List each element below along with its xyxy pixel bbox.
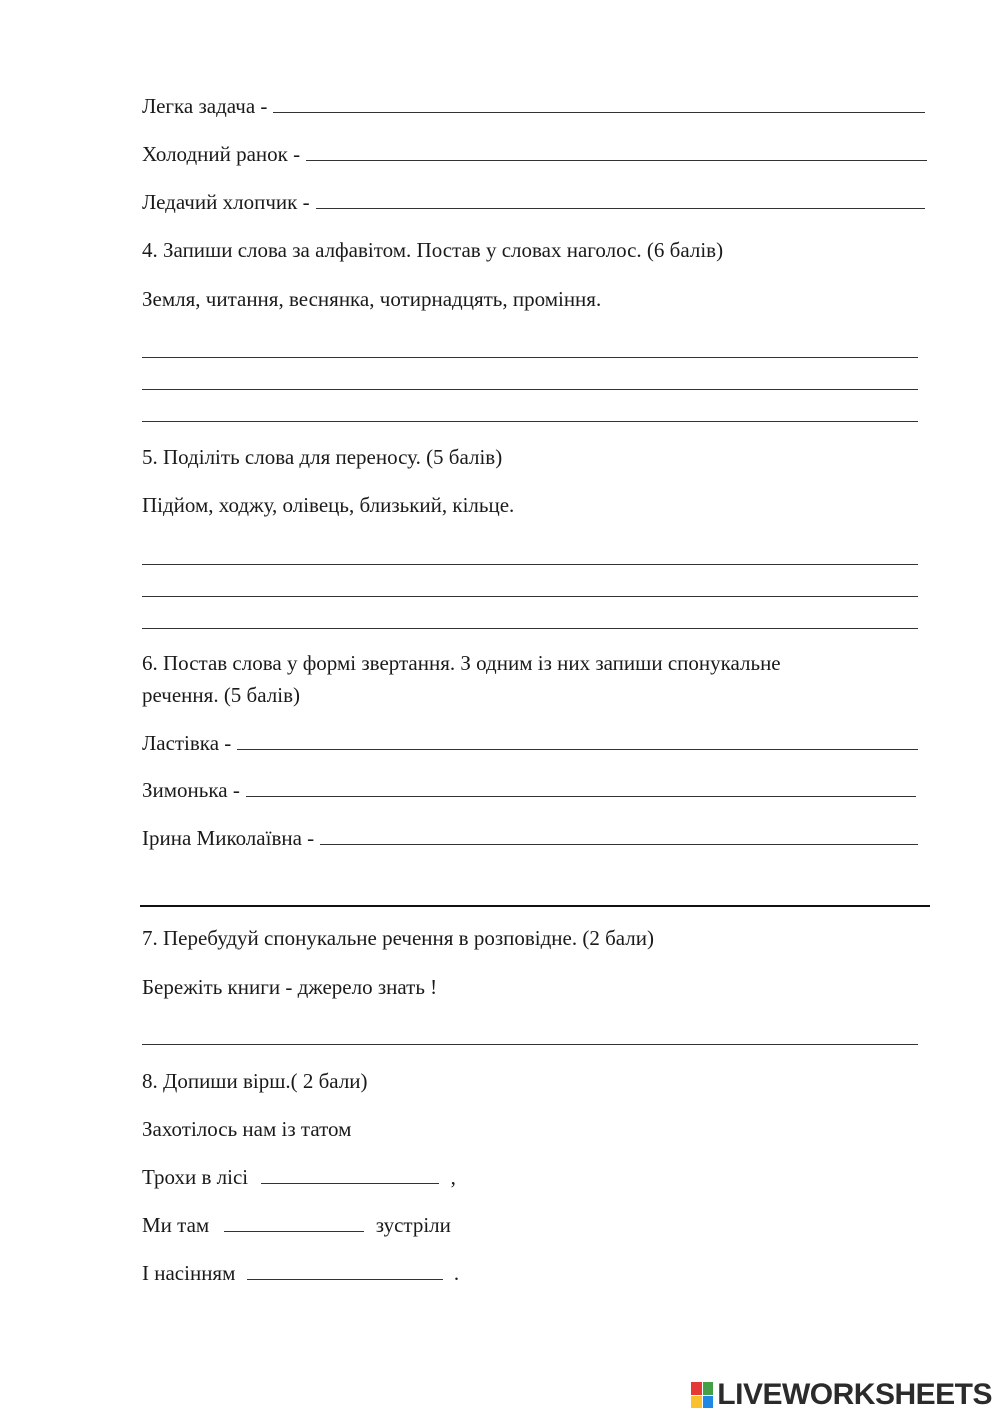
poem-line-2-text: Трохи в лісі xyxy=(142,1165,249,1189)
task4-words: Земля, читання, веснянка, чотирнадцять, проміння. xyxy=(142,287,602,311)
answer-blank[interactable] xyxy=(237,731,918,750)
poem-line-3-end: зустріли xyxy=(375,1213,451,1237)
answer-blank[interactable] xyxy=(320,826,918,845)
task6-title-line1: 6. Постав слова у формі звертання. З одним із них запиши спонукальне xyxy=(142,651,781,675)
answer-line[interactable] xyxy=(142,357,918,358)
task6-row-2 xyxy=(142,778,916,803)
poem-line-4-text: І насінням xyxy=(142,1261,236,1285)
task3-label-2: Холодний ранок - xyxy=(142,142,301,166)
logo-square-yellow xyxy=(691,1396,702,1409)
task7-title: 7. Перебудуй спонукальне речення в розповідне. (2 бали) xyxy=(142,926,654,950)
task3-row-1 xyxy=(142,94,925,119)
answer-blank[interactable] xyxy=(306,142,927,161)
poem-blank-3[interactable] xyxy=(247,1261,443,1280)
task3-row-3 xyxy=(142,190,925,215)
task6-title-line2: речення. (5 балів) xyxy=(142,683,300,707)
logo-square-green xyxy=(703,1382,714,1395)
task7-sentence: Бережіть книги - джерело знать ! xyxy=(142,975,438,999)
poem-line-4-end: . xyxy=(453,1261,460,1285)
poem-line-3 xyxy=(142,1213,451,1238)
poem-line-1: Захотілось нам із татом xyxy=(142,1117,352,1141)
answer-line[interactable] xyxy=(142,564,918,565)
task6-row-3 xyxy=(142,826,918,851)
task4-title: 4. Запиши слова за алфавітом. Постав у словах наголос. (6 балів) xyxy=(142,238,724,262)
task3-label-1: Легка задача - xyxy=(142,94,268,118)
task8-title: 8. Допиши вірш.( 2 бали) xyxy=(142,1069,368,1093)
answer-line[interactable] xyxy=(142,1044,918,1045)
task5-words: Підйом, ходжу, олівець, близький, кільце. xyxy=(142,493,515,517)
answer-blank[interactable] xyxy=(246,778,916,797)
sentence-answer-line[interactable] xyxy=(140,905,930,907)
answer-blank[interactable] xyxy=(273,94,925,113)
poem-line-2-end: , xyxy=(450,1165,456,1189)
task3-row-2 xyxy=(142,142,927,167)
task6-label-1: Ластівка - xyxy=(142,731,232,755)
task6-label-2: Зимонька - xyxy=(142,778,240,802)
poem-blank-1[interactable] xyxy=(261,1165,439,1184)
poem-line-2 xyxy=(142,1165,456,1190)
poem-line-3-text: Ми там xyxy=(142,1213,210,1237)
task3-label-3: Ледачий хлопчик - xyxy=(142,190,310,214)
poem-line-4 xyxy=(142,1261,459,1286)
answer-blank[interactable] xyxy=(316,190,925,209)
logo-square-blue xyxy=(703,1396,714,1409)
logo-square-red xyxy=(691,1382,702,1395)
liveworksheets-watermark xyxy=(691,1378,992,1412)
task5-title: 5. Поділіть слова для переносу. (5 балів) xyxy=(142,445,503,469)
liveworksheets-text: LIVEWORKSHEETS xyxy=(717,1378,992,1411)
liveworksheets-logo-icon xyxy=(691,1382,713,1408)
answer-line[interactable] xyxy=(142,596,918,597)
task6-label-3: Ірина Миколаївна - xyxy=(142,826,315,850)
answer-line[interactable] xyxy=(142,628,918,629)
poem-blank-2[interactable] xyxy=(224,1213,364,1232)
answer-line[interactable] xyxy=(142,389,918,390)
answer-line[interactable] xyxy=(142,421,918,422)
task6-row-1 xyxy=(142,731,918,756)
